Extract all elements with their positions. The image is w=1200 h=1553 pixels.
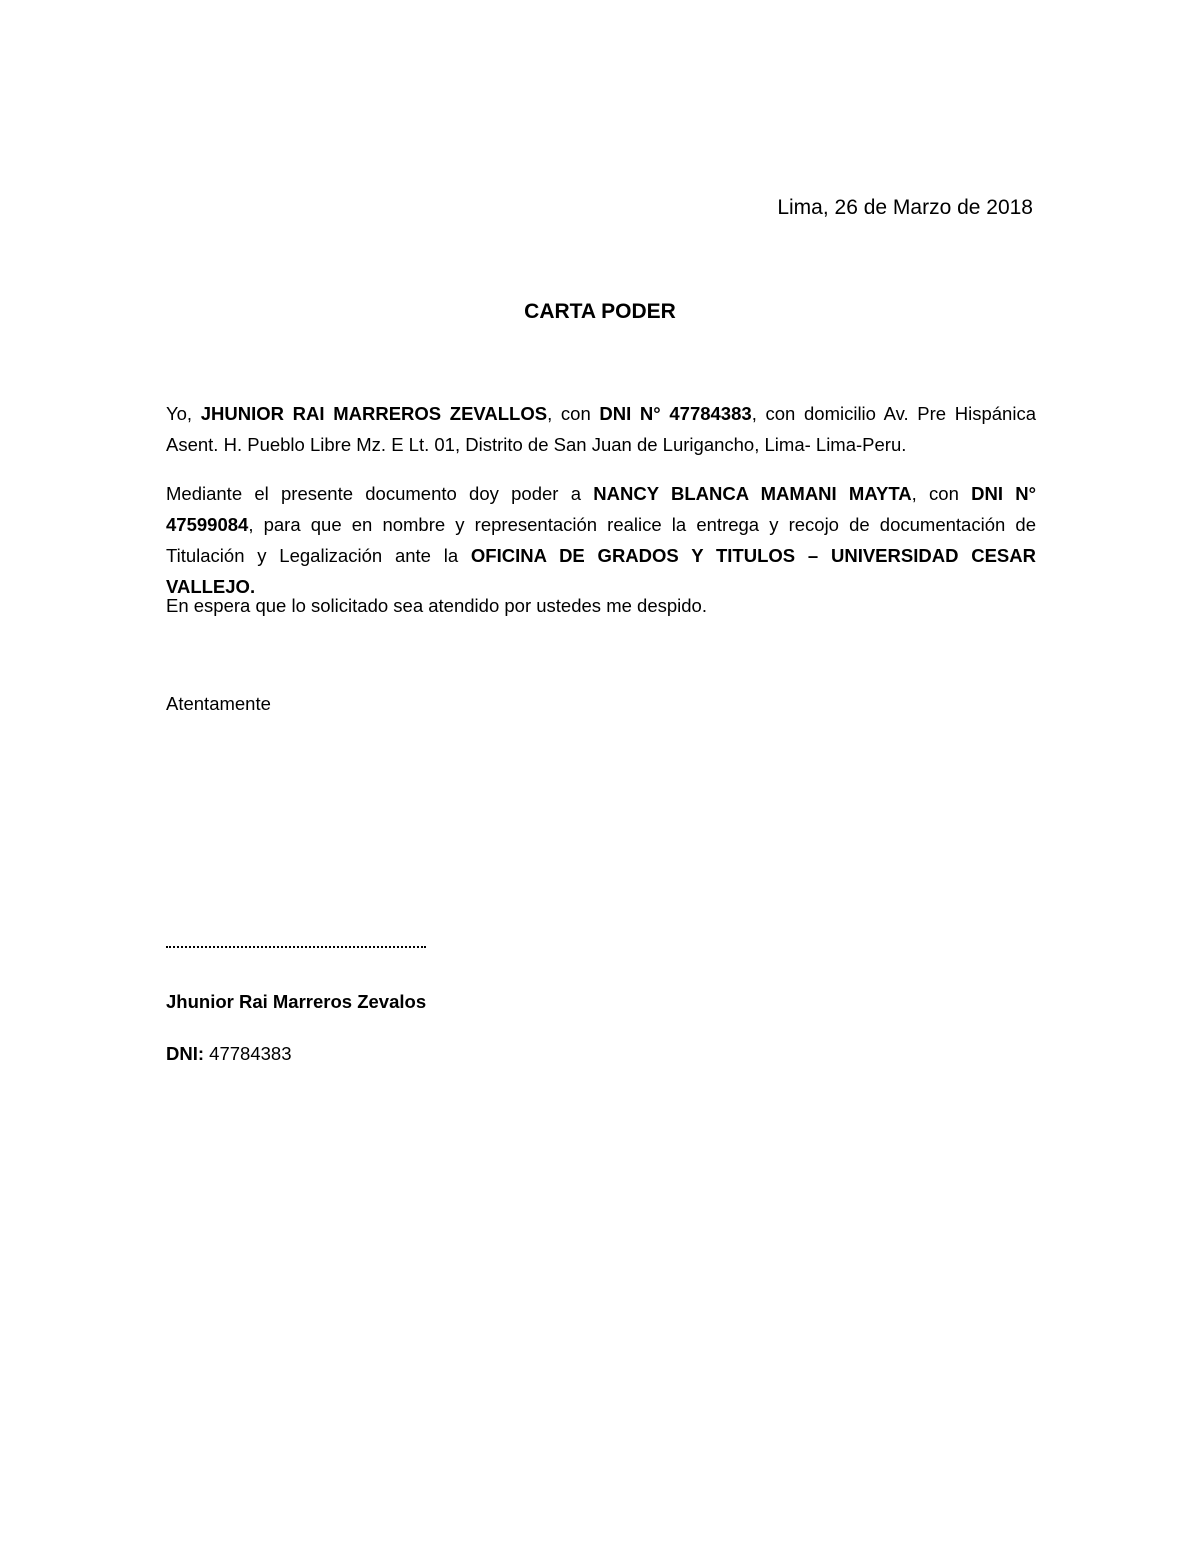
p2-text-3: , para que en nombre y representación realice la entrega y recojo de documentación de Titulación y Legalización ante la xyxy=(166,514,1036,566)
signature-dni-label: DNI: xyxy=(166,1043,205,1064)
signature-name: Jhunior Rai Marreros Zevalos xyxy=(166,991,427,1012)
signature-line xyxy=(166,946,426,948)
letter-date: Lima, 26 de Marzo de 2018 xyxy=(777,196,1033,219)
p1-text-1: Yo, xyxy=(166,403,201,424)
p1-text-2: , con xyxy=(547,403,600,424)
letter-title: CARTA PODER xyxy=(524,300,676,323)
grantee-name: NANCY BLANCA MAMANI MAYTA xyxy=(593,483,912,504)
paragraph-farewell: En espera que lo solicitado sea atendido por ustedes me despido. xyxy=(166,595,707,616)
grantee-dni: DNI N° 47599084 xyxy=(166,483,1036,535)
grantor-dni: DNI N° 47784383 xyxy=(599,403,752,424)
signature-dni xyxy=(166,1040,291,1068)
grantor-name: JHUNIOR RAI MARREROS ZEVALLOS xyxy=(200,403,548,424)
p2-text-2: , con xyxy=(911,483,972,504)
paragraph-grantor xyxy=(166,398,1036,460)
signature-dni-value: 47784383 xyxy=(204,1043,292,1064)
office-name: OFICINA DE GRADOS Y TITULOS – UNIVERSIDAD CESAR VALLEJO. xyxy=(166,545,1036,597)
paragraph-power xyxy=(166,478,1036,602)
p2-text-1: Mediante el presente documento doy poder a xyxy=(166,483,594,504)
p1-text-3: , con domicilio Av. Pre Hispánica Asent. H. Pueblo Libre Mz. E Lt. 01, Distrito de San Juan de Lurigancho, Lima- Lima-Peru. xyxy=(166,403,1036,455)
closing-text: Atentamente xyxy=(166,693,271,714)
